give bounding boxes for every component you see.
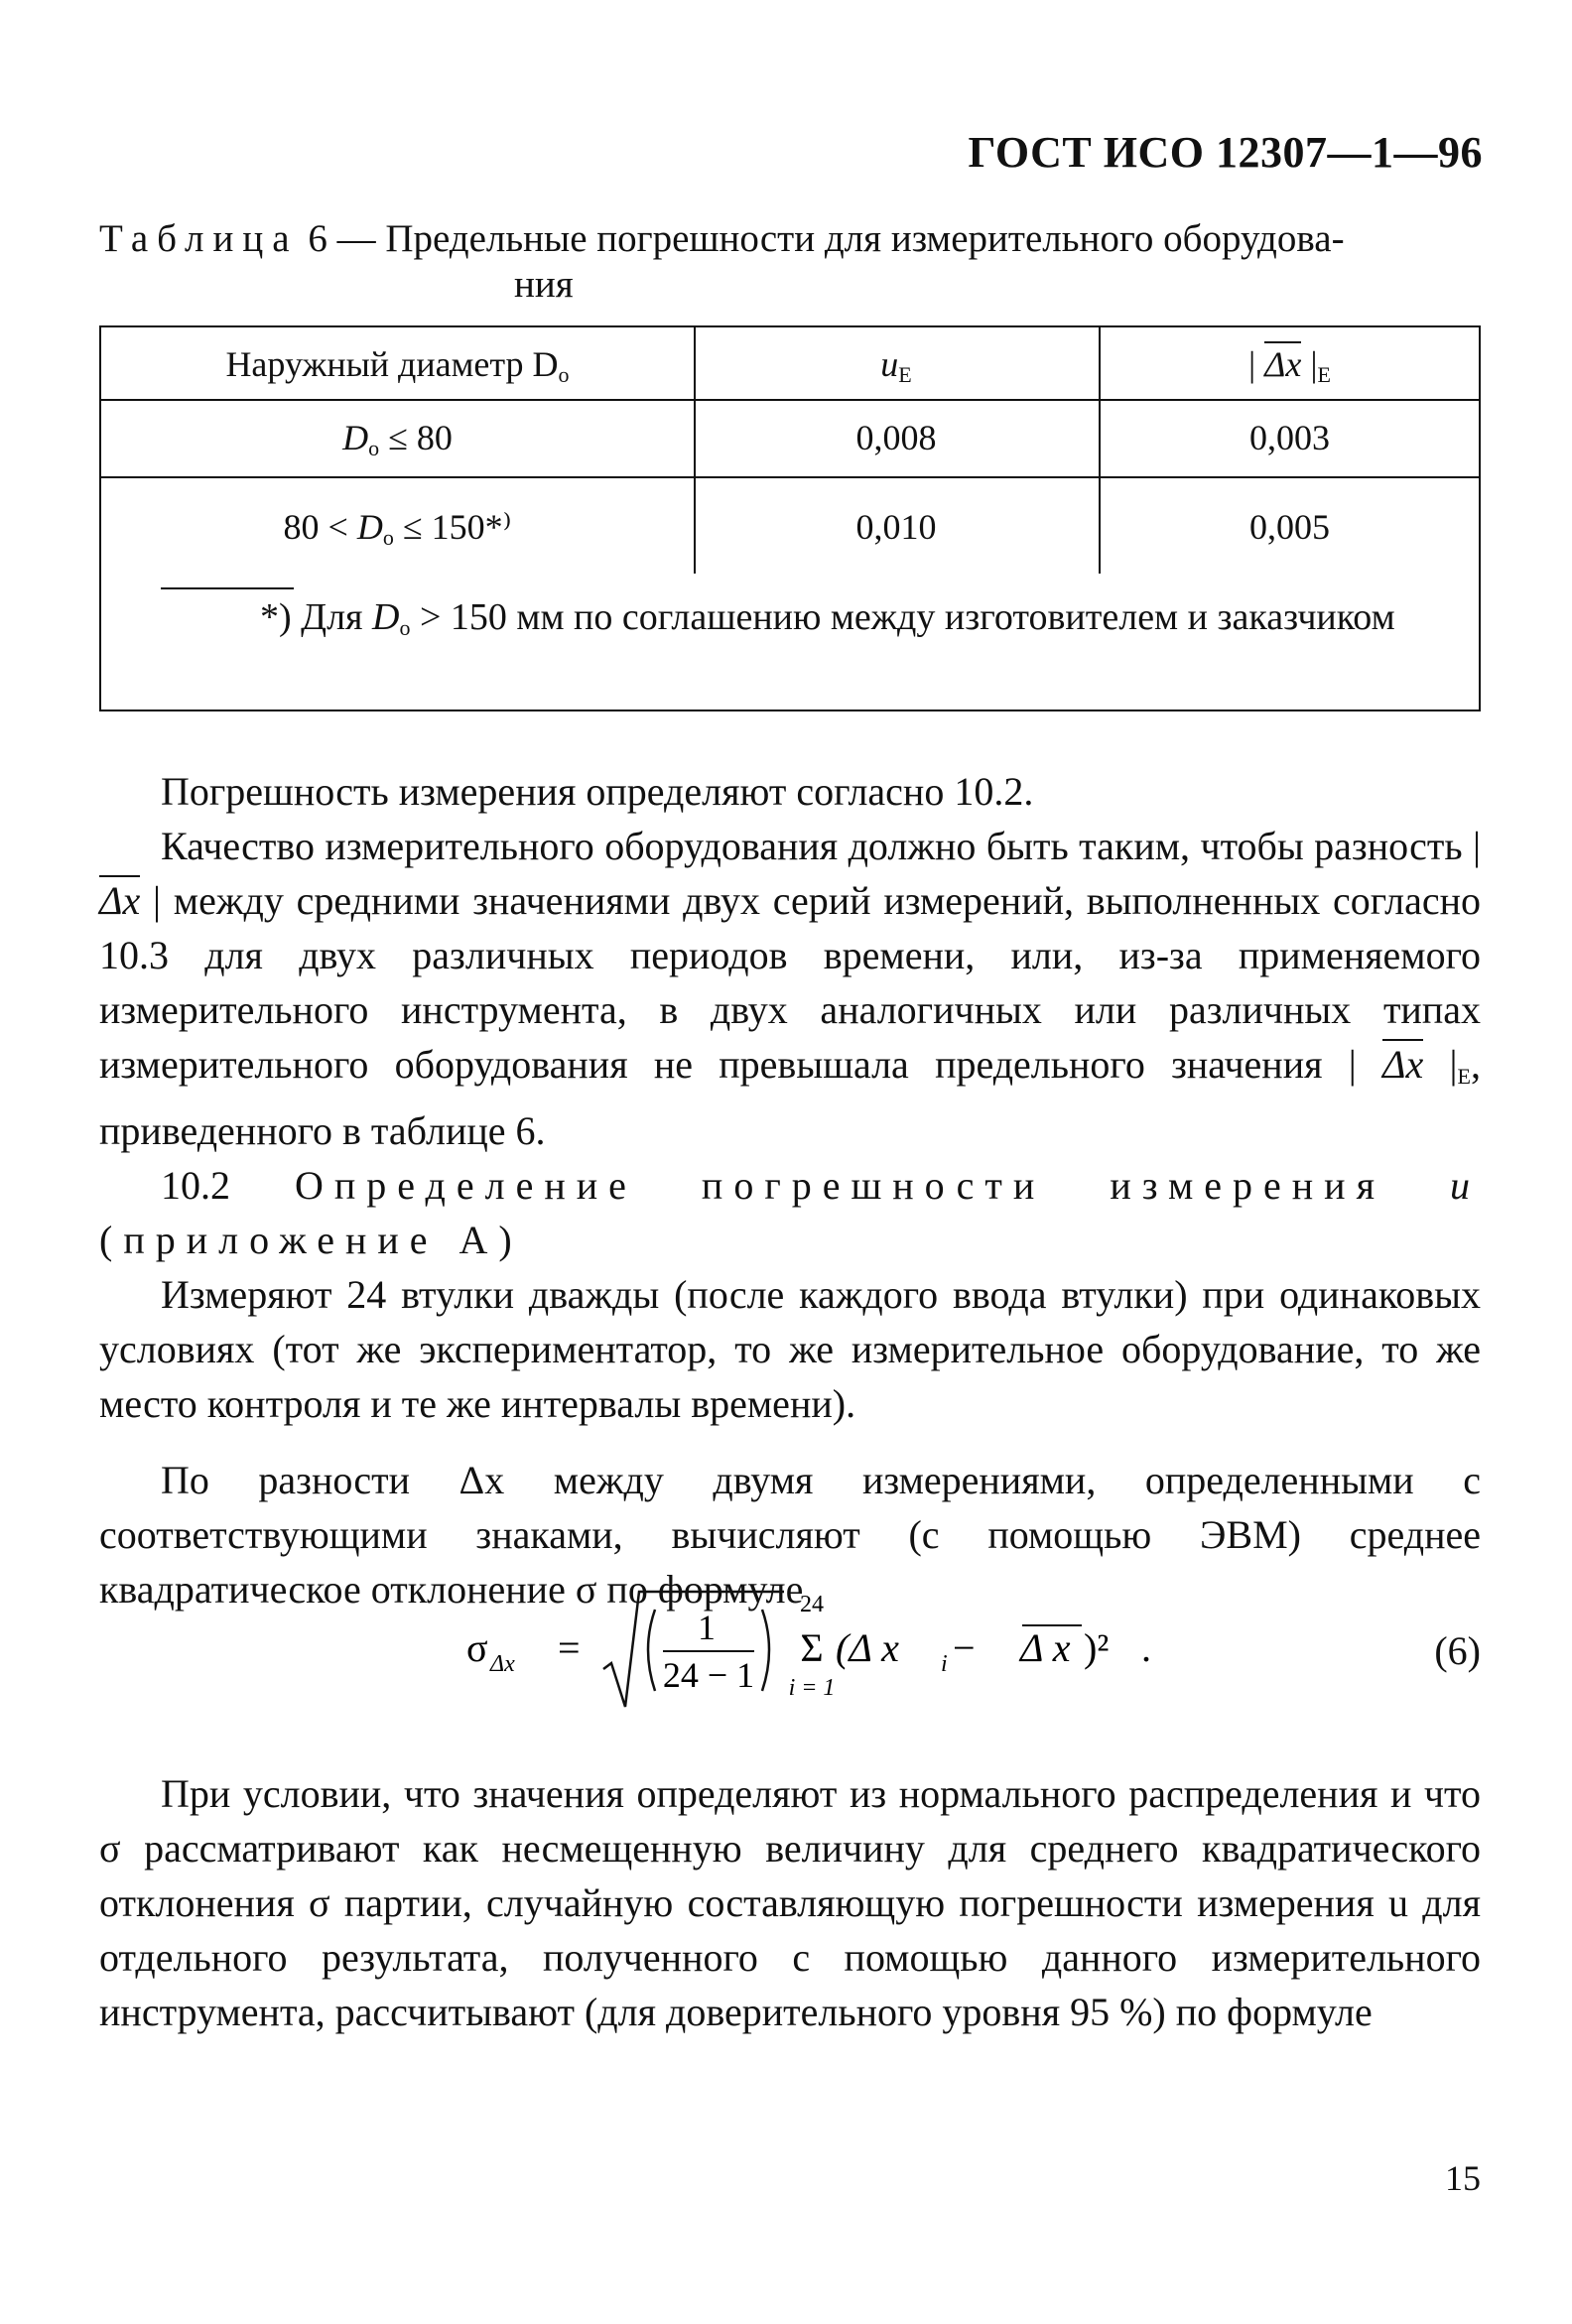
p2-part-b: | между средними значениями двух серий измерений, выполненных согласно 10.3 для двух различных периодов времени, или, из-за применяемого измерительного инструмента, в двух аналогичных или различных типах измерительного оборудования не превышала предельного значения | [99, 878, 1481, 1087]
header-ue-sub: E [898, 362, 912, 387]
formula-6 [457, 1580, 1250, 1719]
footnote-text: > 150 мм по соглашению между изготовителем и заказчиком [410, 596, 1395, 638]
p2-part-c: | [1423, 1042, 1458, 1087]
row1-d-sub: o [368, 436, 380, 460]
formula-denominator: 24 − 1 [662, 1655, 755, 1695]
formula-sum-upper: 24 [800, 1592, 824, 1617]
formula-equals: = [558, 1625, 581, 1670]
table-caption-label: Таблица [99, 217, 299, 260]
formula-sum-sign: Σ [800, 1625, 824, 1670]
header-dx-pre: | [1248, 344, 1265, 384]
body-text-upper [99, 764, 1481, 1616]
table-caption [99, 216, 1489, 308]
paragraph-equipment-quality [99, 819, 1481, 1158]
table-footnote [131, 595, 1461, 641]
row2-d-sub: o [382, 525, 394, 550]
row1-ue: 0,008 [855, 418, 937, 457]
body-text-lower [99, 1766, 1481, 2039]
row2-cond: ≤ 150*⁾ [393, 507, 512, 547]
formula-body-close: )² [1084, 1625, 1110, 1670]
paragraph-measure-24: Измеряют 24 втулки дважды (после каждого ввода втулки) при одинаковых условиях (тот же экспериментатор, то же измерительное оборудование, то же место контроля и те же интервалы времени). [99, 1272, 1481, 1426]
header-outer-diameter [101, 343, 694, 388]
header-ue-text: u [880, 344, 899, 384]
page-number: 15 [1445, 2158, 1481, 2198]
formula-paren-right [762, 1610, 769, 1691]
header-ue [694, 343, 1099, 388]
row2-d: D [356, 507, 383, 547]
formula-number: (6) [1434, 1628, 1481, 1673]
row2-pre: 80 < [283, 507, 357, 547]
header-dx [1099, 343, 1481, 388]
tolerance-table [99, 325, 1481, 711]
footnote-sub: o [399, 615, 411, 640]
section-title-u: u [1450, 1163, 1481, 1208]
table-hline-1 [101, 399, 1479, 401]
row1-d: D [342, 418, 369, 457]
section-title [99, 1163, 1481, 1262]
formula-mean: Δ x [1020, 1625, 1071, 1670]
section-title-text: Определение погрешности измерения [295, 1163, 1385, 1208]
row2-dx: 0,005 [1249, 507, 1330, 547]
formula-6-svg [457, 1580, 1250, 1719]
formula-dot: . [1141, 1625, 1151, 1670]
p2-symbol-2: Δx [1382, 1039, 1423, 1087]
table-caption-line1: 6 — Предельные погрешности для измерительного оборудова- [298, 217, 1345, 260]
formula-lhs: σ [466, 1625, 488, 1670]
paragraph-error-ref: Погрешность измерения определяют согласно 10.2. [161, 769, 1034, 814]
header-outer-diameter-sub: o [558, 362, 570, 387]
formula-paren-left [648, 1610, 655, 1691]
section-number: 10.2 [161, 1163, 230, 1208]
p2-sub: E [1457, 1064, 1471, 1089]
section-appendix: (приложение А) [99, 1218, 523, 1262]
p2-part-d: , приведенного в таблице 6. [99, 1042, 1481, 1153]
standard-code: ГОСТ ИСО 12307—1—96 [968, 128, 1483, 177]
formula-numerator: 1 [698, 1608, 716, 1647]
row1-cond: ≤ 80 [379, 418, 453, 457]
table-caption-line2: ния [514, 263, 574, 307]
footnote-symbol: D [372, 596, 400, 638]
section-10-2-heading [99, 1158, 1481, 1267]
p2-symbol: Δx [99, 875, 140, 923]
row1-dx: 0,003 [1249, 418, 1330, 457]
header-dx-post: | [1301, 344, 1318, 384]
header-outer-diameter-text: Наружный диаметр D [225, 344, 559, 384]
paragraph-difference: По разности Δx между двумя измерениями, определенными с соответствующими знаками, вычисляют (с помощью ЭВМ) среднее квадратическое отклонение σ по формуле [99, 1458, 1481, 1612]
row2-diameter [101, 506, 694, 551]
table-hline-2 [101, 476, 1479, 478]
formula-index-i: i [941, 1651, 948, 1677]
formula-sum-lower: i = 1 [788, 1675, 836, 1701]
p2-part-a: Качество измерительного оборудования должно быть таким, чтобы разность | [161, 824, 1481, 868]
formula-lhs-sub: Δx [490, 1651, 515, 1677]
header-dx-symbol: Δx [1264, 341, 1301, 384]
row1-diameter [101, 417, 694, 461]
footnote-rule [161, 587, 294, 589]
header-dx-sub: E [1317, 362, 1331, 387]
paragraph-normal-distribution: При условии, что значения определяют из нормального распределения и что σ рассматривают как несмещенную величину для среднего квадратического отклонения σ партии, случайную составляющую погрешности измерения u для отдельного результата, полученного с помощью данного измерительного инструмента, рассчитывают (для доверительного уровня 95 %) по формуле [99, 1771, 1481, 2034]
formula-body-open: (Δ x [836, 1625, 899, 1670]
footnote-pre: *) Для [260, 596, 373, 638]
formula-minus: − [953, 1625, 976, 1670]
row2-ue: 0,010 [855, 507, 937, 547]
